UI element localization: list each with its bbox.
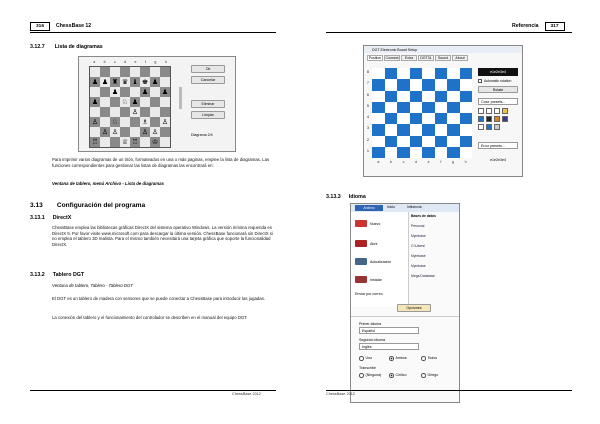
menu-path: Ventana de tablero, Tablero - Tablero DGT xyxy=(52,283,133,288)
tab-connect[interactable]: Connect xyxy=(385,56,399,60)
cancel-button[interactable]: Cancelar xyxy=(191,76,225,84)
file-label: f xyxy=(440,160,442,164)
secondary-language-select[interactable]: Inglés xyxy=(359,343,419,350)
section-heading: 3.13.3 Idioma xyxy=(326,194,366,200)
tab-archivo[interactable]: Archivo xyxy=(355,205,383,211)
divider xyxy=(351,316,459,317)
page-number: 317 xyxy=(545,22,565,31)
board-square[interactable] xyxy=(435,68,448,79)
board-square[interactable] xyxy=(447,124,460,135)
checkbox-icon xyxy=(478,79,482,83)
board-square[interactable] xyxy=(397,147,410,158)
board-square[interactable]: ♚ xyxy=(141,78,149,86)
board-square[interactable]: ♙ xyxy=(101,128,109,136)
board-square[interactable]: ♙ xyxy=(141,128,149,136)
board-square[interactable] xyxy=(397,79,410,90)
file-label: c xyxy=(402,160,405,164)
scrollbar[interactable] xyxy=(179,87,182,109)
board-square[interactable] xyxy=(435,136,448,147)
board-square[interactable] xyxy=(160,97,170,107)
board-square[interactable]: ♘ xyxy=(121,98,129,106)
board-square[interactable] xyxy=(140,107,150,117)
board-square[interactable]: ♔ xyxy=(151,138,159,146)
board-square[interactable] xyxy=(447,113,460,124)
file-label: b xyxy=(389,160,392,164)
board-square[interactable] xyxy=(130,127,140,137)
board-square[interactable] xyxy=(385,136,398,147)
board-square[interactable] xyxy=(120,127,130,137)
rank-label: 1 xyxy=(367,148,369,153)
board-square[interactable] xyxy=(90,127,100,137)
language-options-screenshot xyxy=(350,203,460,403)
board-square[interactable] xyxy=(435,124,448,135)
radio-todos[interactable]: Todos xyxy=(421,356,437,361)
board-square[interactable] xyxy=(130,87,140,97)
board-square[interactable] xyxy=(130,67,140,77)
board-square[interactable]: ♙ xyxy=(161,118,169,126)
rank-label: 8 xyxy=(367,70,369,74)
board-square[interactable] xyxy=(140,137,150,147)
board-square[interactable] xyxy=(422,113,435,124)
file-label: a xyxy=(377,160,380,164)
board-square[interactable] xyxy=(140,67,150,77)
board-square[interactable] xyxy=(150,67,160,77)
delete-button[interactable]: Eliminar xyxy=(191,100,225,108)
recent-item[interactable]: Mymbase xyxy=(411,264,426,268)
chess-diagram-board[interactable] xyxy=(89,66,171,148)
board-square[interactable] xyxy=(110,67,120,77)
board-square[interactable] xyxy=(372,124,385,135)
menu-update[interactable]: Actualización xyxy=(355,258,391,265)
board-square[interactable] xyxy=(120,107,130,117)
menu-new[interactable]: Nuevo xyxy=(355,220,380,227)
recent-item[interactable]: C:\Users\ xyxy=(411,244,426,248)
board-square[interactable] xyxy=(100,117,110,127)
file-label: b xyxy=(103,60,106,64)
board-square[interactable] xyxy=(90,107,100,117)
paragraph: Para imprimir varios diagramas de un tirón, formateados en una o más paginas, emplee la lista de diagramas. Las funciones correspondientes para gestionar las listas de diagramas las encontrará en: xyxy=(52,157,270,168)
section-heading: 3.12.7 Lista de diagramas xyxy=(30,44,103,50)
recent-item[interactable]: Personal xyxy=(411,224,425,228)
file-labels xyxy=(372,160,472,164)
diagram-list-dialog xyxy=(78,56,236,152)
primary-language-label: Primer idioma xyxy=(359,322,382,326)
recent-item[interactable]: Mega Database xyxy=(411,274,435,278)
board-square[interactable] xyxy=(397,136,410,147)
board-square[interactable] xyxy=(460,102,473,113)
file-label: e xyxy=(427,160,430,164)
clear-button[interactable]: Limpiar xyxy=(191,111,225,119)
board-square[interactable] xyxy=(150,87,160,97)
menu-open[interactable]: Abrir xyxy=(355,240,378,247)
menu-install[interactable]: Instalar xyxy=(355,276,382,283)
board-square[interactable] xyxy=(372,136,385,147)
file-label: d xyxy=(124,60,127,64)
board-square[interactable] xyxy=(150,107,160,117)
board-square[interactable] xyxy=(447,147,460,158)
board-square[interactable] xyxy=(120,87,130,97)
transcription-label: Transcribir xyxy=(359,366,376,370)
running-title: ChessBase 12 xyxy=(56,23,92,29)
recent-item[interactable]: Mymbase xyxy=(411,254,426,258)
board-square[interactable] xyxy=(460,147,473,158)
board-square[interactable] xyxy=(460,68,473,79)
section-heading: 3.13.1 DirectX xyxy=(30,215,72,221)
tab-dgt3l[interactable]: DGT3L xyxy=(418,55,434,61)
board-square[interactable]: ♟ xyxy=(91,98,99,106)
board-square[interactable]: ♙ xyxy=(91,118,99,126)
dialog-title: DGT Electronic Board Setup xyxy=(364,46,522,53)
options-button[interactable]: Opciones xyxy=(397,304,431,312)
tab-sound[interactable]: Sound xyxy=(435,55,451,61)
board-square[interactable] xyxy=(447,102,460,113)
board-square[interactable] xyxy=(397,124,410,135)
board-square[interactable] xyxy=(435,102,448,113)
right-page xyxy=(300,0,600,424)
board-square[interactable]: ♟ xyxy=(111,88,119,96)
color-presets-select[interactable]: Color presets... xyxy=(478,98,518,105)
radio-none[interactable]: (Ninguna) xyxy=(359,373,381,378)
board-square[interactable] xyxy=(100,67,110,77)
board-square[interactable] xyxy=(120,67,130,77)
board-square[interactable]: ♕ xyxy=(121,138,129,146)
paragraph: La conexión del tablero y el funcionamiento del controlador se describen en el manual del equipo DGT. xyxy=(52,315,248,320)
board-square[interactable] xyxy=(385,68,398,79)
color-swatch[interactable] xyxy=(478,124,484,130)
secondary-language-label: Segundo idioma xyxy=(359,338,385,342)
board-square[interactable] xyxy=(372,102,385,113)
board-square[interactable] xyxy=(410,113,423,124)
rank-label: 5 xyxy=(367,103,369,108)
rank-label: 7 xyxy=(367,81,369,86)
primary-language-select[interactable]: Español xyxy=(359,327,419,334)
board-square[interactable] xyxy=(460,124,473,135)
board-square[interactable]: ♟ xyxy=(151,78,159,86)
board-square[interactable] xyxy=(410,79,423,90)
diagram-counter: Diagrama 2/4 xyxy=(191,133,213,137)
board-square[interactable] xyxy=(460,79,473,90)
recent-item[interactable]: Mymbase xyxy=(411,234,426,238)
board-square[interactable] xyxy=(435,113,448,124)
file-label: a xyxy=(93,60,96,64)
board-square[interactable] xyxy=(422,147,435,158)
board-square[interactable] xyxy=(410,102,423,113)
board-square[interactable]: ♖ xyxy=(91,138,99,146)
board-square[interactable] xyxy=(385,147,398,158)
board-square[interactable] xyxy=(410,147,423,158)
board-square[interactable] xyxy=(435,79,448,90)
color-swatch[interactable] xyxy=(494,116,500,122)
page-number: 316 xyxy=(30,22,50,31)
board-square[interactable] xyxy=(410,68,423,79)
board-square[interactable] xyxy=(460,91,473,102)
board-square[interactable] xyxy=(160,137,170,147)
radio-uno[interactable]: Uno xyxy=(359,356,372,361)
ok-button[interactable]: Ok xyxy=(191,65,225,73)
rank-label: 4 xyxy=(367,115,369,119)
radio-ambos[interactable]: Ambos xyxy=(389,356,407,361)
footer: ChessBase 2012 xyxy=(326,392,355,396)
color-swatch[interactable] xyxy=(486,116,492,122)
board-square[interactable] xyxy=(372,79,385,90)
board-square[interactable]: ♝ xyxy=(131,78,139,86)
board-square[interactable] xyxy=(422,68,435,79)
board-square[interactable] xyxy=(397,68,410,79)
board-square[interactable] xyxy=(422,102,435,113)
file-label: d xyxy=(415,160,418,164)
footer: ChessBase 2012 xyxy=(232,392,261,396)
board-square[interactable] xyxy=(397,91,410,102)
running-head-right xyxy=(512,20,565,32)
board-square[interactable] xyxy=(110,107,120,117)
board-square[interactable] xyxy=(447,91,460,102)
board-square[interactable] xyxy=(110,97,120,107)
radio-cyrillic[interactable]: Cirílico xyxy=(389,373,406,378)
file-menu xyxy=(351,212,409,307)
board-square[interactable] xyxy=(385,79,398,90)
board-square[interactable]: ♟ xyxy=(91,78,99,86)
file-label: e xyxy=(134,60,137,64)
rank-label: 2 xyxy=(367,137,369,142)
board-square[interactable]: ♟ xyxy=(141,88,149,96)
dgt-setup-dialog xyxy=(363,45,523,177)
auto-rotation-checkbox[interactable]: Automatic rotation xyxy=(478,79,511,83)
section-heading: 3.13.2 Tablero DGT xyxy=(30,272,85,278)
board-square[interactable] xyxy=(410,91,423,102)
running-title: Referencia xyxy=(512,23,539,29)
file-label: g xyxy=(451,160,454,164)
color-swatch[interactable] xyxy=(494,108,500,114)
color-swatch[interactable] xyxy=(502,108,508,114)
board-square[interactable]: ♟ xyxy=(131,98,139,106)
menu-path: Ventana de tablero, menú Archivo - Lista de diagramas xyxy=(52,181,164,186)
rank-label: 3 xyxy=(367,126,369,131)
board-square[interactable] xyxy=(447,136,460,147)
color-swatch[interactable] xyxy=(494,124,500,130)
board-square[interactable] xyxy=(90,67,100,77)
board-square[interactable] xyxy=(90,87,100,97)
board-square[interactable] xyxy=(410,124,423,135)
color-swatch[interactable] xyxy=(478,108,484,114)
radio-greek[interactable]: Griego xyxy=(421,373,438,378)
recent-header: Bases de datos xyxy=(411,214,436,218)
recent-list xyxy=(411,214,459,304)
display-readout: e1e2e3e4 xyxy=(478,68,518,76)
board-square[interactable] xyxy=(372,147,385,158)
board-square[interactable] xyxy=(422,136,435,147)
board-square[interactable]: ♙ xyxy=(111,128,119,136)
tab-extra[interactable]: Extra xyxy=(401,55,417,61)
file-label: c xyxy=(113,60,116,64)
board-square[interactable] xyxy=(385,91,398,102)
board-square[interactable] xyxy=(447,68,460,79)
board-square[interactable] xyxy=(110,137,120,147)
file-label: g xyxy=(154,60,157,64)
bottom-display: e1e2e3e4 xyxy=(490,158,506,162)
tab-position[interactable]: Position xyxy=(368,56,382,60)
board-square[interactable] xyxy=(397,102,410,113)
color-swatch[interactable] xyxy=(478,116,484,122)
board-square[interactable] xyxy=(460,113,473,124)
board-square[interactable] xyxy=(447,79,460,90)
tab-about[interactable]: About xyxy=(452,55,468,61)
section-heading: 3.13 Configuración del programa xyxy=(30,202,146,209)
file-labels-top xyxy=(89,60,171,64)
footer-rule xyxy=(30,390,276,391)
board-square[interactable] xyxy=(460,136,473,147)
color-swatch[interactable] xyxy=(486,108,492,114)
board-square[interactable] xyxy=(372,91,385,102)
ribbon-tabs xyxy=(351,204,459,212)
tab-influencia[interactable]: Influencia xyxy=(407,205,422,209)
color-swatch[interactable] xyxy=(502,116,508,122)
menu-email[interactable]: Enviar por correo xyxy=(355,292,383,296)
board-square[interactable] xyxy=(372,68,385,79)
footer-rule xyxy=(326,390,572,391)
board-square[interactable] xyxy=(130,117,140,127)
file-label: h xyxy=(164,60,167,64)
tab-inicio[interactable]: Inicio xyxy=(387,205,395,209)
board-square[interactable] xyxy=(120,117,130,127)
board-square[interactable] xyxy=(160,67,170,77)
board-square[interactable] xyxy=(160,77,170,87)
board-square[interactable] xyxy=(100,97,110,107)
board-square[interactable] xyxy=(100,107,110,117)
board-square[interactable] xyxy=(100,87,110,97)
board-square[interactable]: ♟ xyxy=(101,78,109,86)
board-square[interactable] xyxy=(100,137,110,147)
board-square[interactable] xyxy=(435,91,448,102)
header-rule xyxy=(326,32,572,33)
board-square[interactable]: ♛ xyxy=(121,78,129,86)
board-square[interactable] xyxy=(385,102,398,113)
rotate-button[interactable]: Rotate xyxy=(478,86,518,93)
board-square[interactable] xyxy=(435,147,448,158)
file-label: f xyxy=(144,60,146,64)
board-square[interactable] xyxy=(160,127,170,137)
board-square[interactable] xyxy=(160,107,170,117)
dgt-board[interactable] xyxy=(372,68,472,158)
board-square[interactable]: ♙ xyxy=(151,128,159,136)
board-square[interactable] xyxy=(422,79,435,90)
board-square[interactable] xyxy=(385,124,398,135)
board-square[interactable]: ♙ xyxy=(131,108,139,116)
board-square[interactable] xyxy=(150,117,160,127)
rank-label: 6 xyxy=(367,92,369,97)
header-rule xyxy=(30,32,276,33)
file-label: h xyxy=(464,160,467,164)
running-head-left xyxy=(30,20,91,32)
board-square[interactable] xyxy=(140,97,150,107)
board-square[interactable]: ♗ xyxy=(141,118,149,126)
board-square[interactable] xyxy=(150,97,160,107)
board-square[interactable] xyxy=(385,113,398,124)
board-square[interactable]: ♘ xyxy=(111,118,119,126)
error-presets-select[interactable]: Error presets... xyxy=(478,142,518,149)
color-swatch[interactable] xyxy=(486,124,492,130)
board-square[interactable] xyxy=(397,113,410,124)
board-square[interactable] xyxy=(372,113,385,124)
board-square[interactable]: ♟ xyxy=(161,88,169,96)
paragraph: ChessBase emplea las bibliotecas gráficas DirectX del sistema operativo Windows. La versión mínima requerida es DirectX 9. Por favor visite www.microsoft.com para descargar la última versión. ChessBase funcionará sin DirectX si no emplea el tablero 3D realista. Para el mismo también necesitará una tarjeta gráfica que soporte la funcionalidad DirectX. xyxy=(52,225,273,247)
board-square[interactable]: ♖ xyxy=(131,138,139,146)
paragraph: El DGT es un tablero de madera con sensores que se puede conectar a ChessBase para introducir las jugadas. xyxy=(52,296,265,301)
board-square[interactable] xyxy=(410,136,423,147)
board-square[interactable]: ♜ xyxy=(111,78,119,86)
board-square[interactable] xyxy=(422,91,435,102)
board-square[interactable] xyxy=(422,124,435,135)
